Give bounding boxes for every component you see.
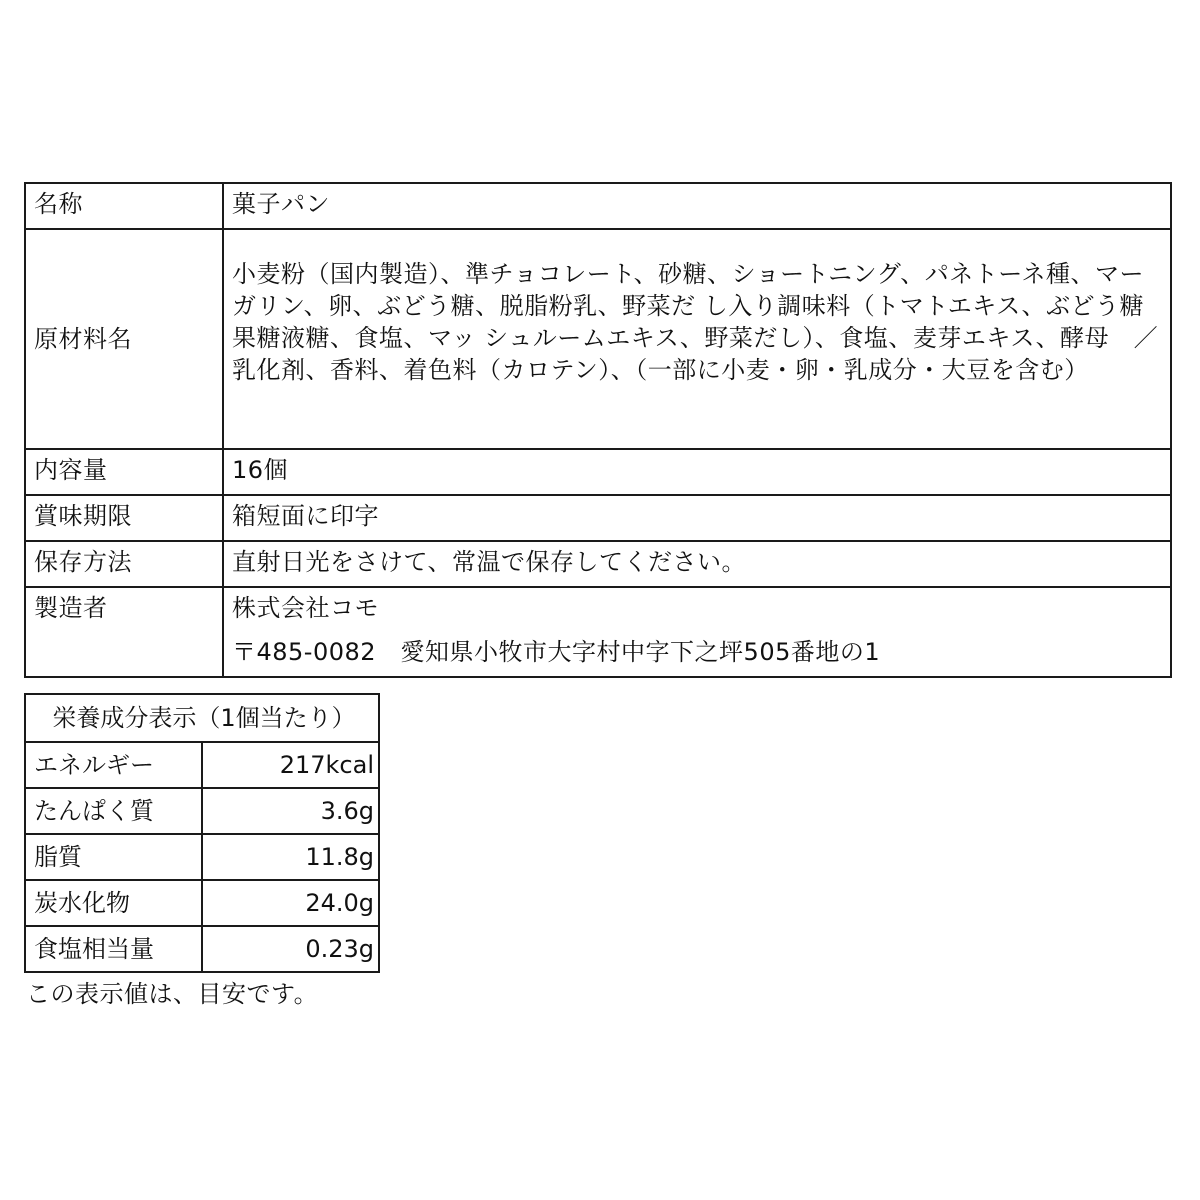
- info-label-best-before: 賞味期限: [25, 495, 223, 541]
- nutrition-label-energy: エネルギー: [25, 742, 202, 788]
- nutrition-footnote: この表示値は、目安です。: [26, 980, 319, 1008]
- info-value-name: 菓子パン: [223, 183, 1171, 229]
- manufacturer-name: 株式会社コモ: [232, 594, 379, 622]
- info-value-storage: 直射日光をさけて、常温で保存してください。: [223, 541, 1171, 587]
- nutrition-value-protein: 3.6g: [202, 788, 379, 834]
- nutrition-label-salt: 食塩相当量: [25, 926, 202, 972]
- nutrition-row-carbohydrate: [25, 880, 379, 926]
- nutrition-row-energy: [25, 742, 379, 788]
- info-label-storage: 保存方法: [25, 541, 223, 587]
- nutrition-header-row: [25, 694, 379, 742]
- nutrition-label-fat: 脂質: [25, 834, 202, 880]
- nutrition-title: 栄養成分表示（1個当たり）: [25, 694, 379, 742]
- nutrition-value-energy: 217kcal: [202, 742, 379, 788]
- info-value-manufacturer: [223, 587, 1171, 677]
- info-row-name: [25, 183, 1171, 229]
- info-label-quantity: 内容量: [25, 449, 223, 495]
- info-value-best-before: 箱短面に印字: [223, 495, 1171, 541]
- info-row-best-before: [25, 495, 1171, 541]
- info-value-quantity: 16個: [223, 449, 1171, 495]
- nutrition-row-salt: [25, 926, 379, 972]
- nutrition-label-carbohydrate: 炭水化物: [25, 880, 202, 926]
- nutrition-value-carbohydrate: 24.0g: [202, 880, 379, 926]
- info-row-quantity: [25, 449, 1171, 495]
- info-row-storage: [25, 541, 1171, 587]
- nutrition-label-protein: たんぱく質: [25, 788, 202, 834]
- info-label-manufacturer: 製造者: [25, 587, 223, 677]
- product-info-table: [24, 182, 1172, 678]
- nutrition-table: [24, 693, 380, 973]
- info-row-ingredients: [25, 229, 1171, 449]
- nutrition-row-fat: [25, 834, 379, 880]
- nutrition-value-fat: 11.8g: [202, 834, 379, 880]
- info-row-manufacturer: [25, 587, 1171, 677]
- info-value-ingredients: 小麦粉（国内製造）、準チョコレート、砂糖、ショートニング、パネトーネ種、マーガリン、卵、ぶどう糖、脱脂粉乳、野菜だ し入り調味料（トマトエキス、ぶどう糖果糖液糖、食塩、マッ シュルームエキス、野菜だし）、食塩、麦芽エキス、酵母 ／ 乳化剤、香料、着色料（カロテン）、（一部に小麦・卵・乳成分・大豆を含む）: [223, 229, 1171, 449]
- manufacturer-address: 〒485-0082 愛知県小牧市大字村中字下之坪505番地の1: [232, 638, 881, 666]
- info-label-ingredients: 原材料名: [25, 229, 223, 449]
- nutrition-row-protein: [25, 788, 379, 834]
- nutrition-value-salt: 0.23g: [202, 926, 379, 972]
- info-label-name: 名称: [25, 183, 223, 229]
